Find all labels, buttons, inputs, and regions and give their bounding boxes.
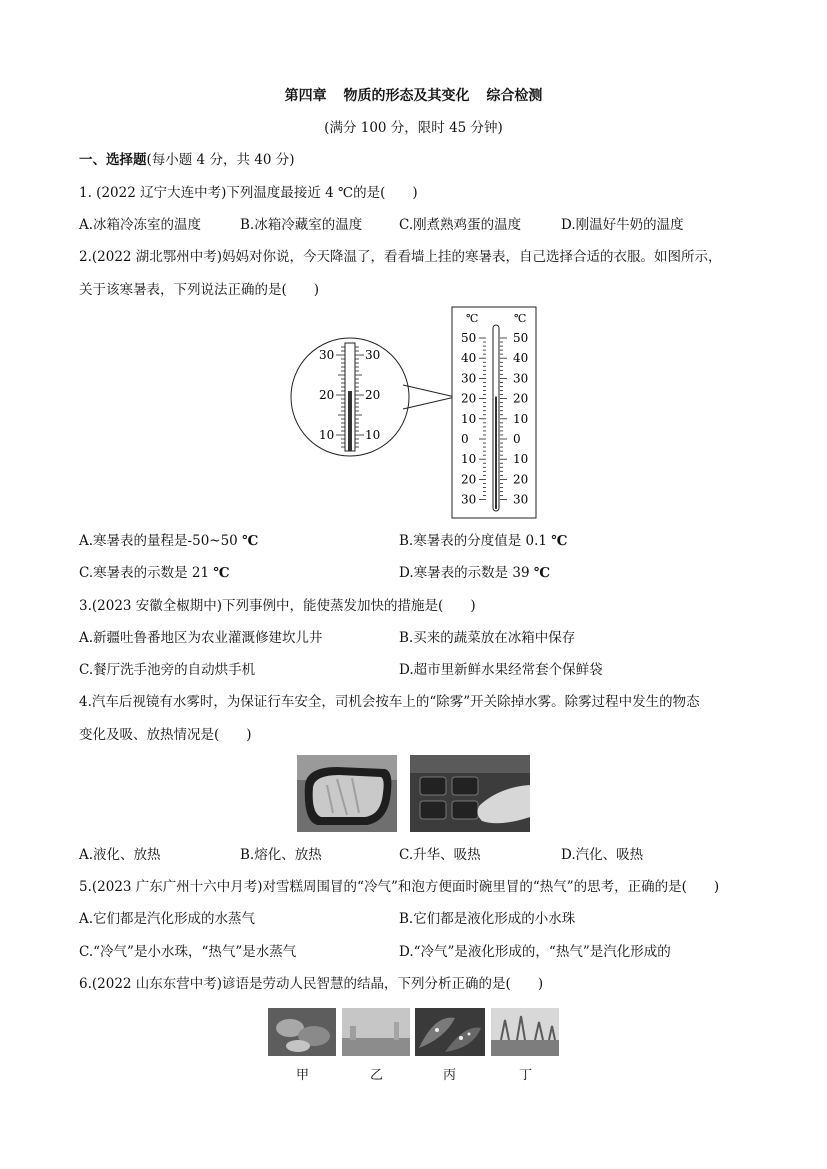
q4-option-c: C.升华、吸热 xyxy=(399,847,481,863)
q5-option-c: C.“冷气”是小水珠，“热气”是水蒸气 xyxy=(79,944,297,960)
q4-option-d: D.汽化、吸热 xyxy=(561,847,644,863)
board-scale-label: 0 xyxy=(513,432,521,446)
question-2-stem-line2: 关于该寒暑表，下列说法正确的是( ) xyxy=(79,282,320,298)
q5-option-a: A.它们都是汽化形成的水蒸气 xyxy=(79,911,256,927)
unit-right: ℃ xyxy=(514,312,527,325)
question-6-stem: 6.(2022 山东东营中考)谚语是劳动人民智慧的结晶，下列分析正确的是( ) xyxy=(79,976,544,992)
q3-option-c: C.餐厅洗手池旁的自动烘手机 xyxy=(79,662,256,678)
photo-defog-button xyxy=(410,755,530,832)
question-4-stem-line2: 变化及吸、放热情况是( ) xyxy=(79,727,252,743)
board-scale-label: 30 xyxy=(461,371,477,386)
liquid-column xyxy=(495,397,497,509)
board-scale-label: 20 xyxy=(461,391,477,406)
q3-option-d: D.超市里新鲜水果经常套个保鲜袋 xyxy=(399,662,603,678)
thermometer-figure xyxy=(289,305,549,520)
caption-yi: 乙 xyxy=(370,1068,384,1083)
zoom-liquid-column xyxy=(348,391,352,451)
callout-line-bottom xyxy=(403,397,455,409)
photo-side-mirror xyxy=(297,755,397,832)
caption-bing: 丙 xyxy=(443,1068,457,1083)
q2-option-b: B.寒暑表的分度值是 0.1 ℃ xyxy=(399,533,568,549)
q1-option-d: D.刚温好牛奶的温度 xyxy=(561,217,684,233)
q1-option-b: B.冰箱冷藏室的温度 xyxy=(240,217,363,233)
callout-line-top xyxy=(403,385,455,397)
question-1-stem: 1. (2022 辽宁大连中考)下列温度最接近 4 ℃的是( ) xyxy=(79,185,418,201)
photo-yi xyxy=(342,1008,410,1056)
unit-left: ℃ xyxy=(466,312,479,325)
zoom-label-20-left: 20 xyxy=(319,388,335,402)
board-scale-label: 20 xyxy=(461,472,477,487)
section-label: 一、选择题 xyxy=(79,152,147,168)
q1-option-c: C.刚煮熟鸡蛋的温度 xyxy=(399,217,522,233)
section-heading xyxy=(79,151,294,169)
board-scale-label: 50 xyxy=(513,331,529,345)
q5-option-d: D.“冷气”是液化形成的，“热气”是汽化形成的 xyxy=(399,944,671,960)
board-scale-label: 10 xyxy=(461,411,477,426)
q3-option-b: B.买来的蔬菜放在冰箱中保存 xyxy=(399,630,576,646)
zoom-label-30-right: 30 xyxy=(365,348,381,362)
q2-option-d: D.寒暑表的示数是 39 ℃ xyxy=(399,565,551,581)
photo-ding xyxy=(491,1008,559,1056)
question-4-stem-line1: 4.汽车后视镜有水雾时，为保证行车安全，司机会按车上的“除雾”开关除掉水雾。除雾过程中发生的物态 xyxy=(79,694,700,710)
caption-jia: 甲 xyxy=(296,1068,310,1083)
q4-option-b: B.熔化、放热 xyxy=(240,847,322,863)
section-note: (每小题 4 分，共 40 分) xyxy=(146,152,295,168)
zoom-label-20-right: 20 xyxy=(365,388,381,402)
q4-option-a: A.液化、放热 xyxy=(79,847,161,863)
board-scale-label: 30 xyxy=(513,371,529,386)
board-scale-label: 30 xyxy=(513,492,529,507)
board-scale-label: 10 xyxy=(513,411,529,426)
caption-ding: 丁 xyxy=(519,1068,533,1083)
zoom-label-10-right: 10 xyxy=(365,428,381,442)
q1-option-a: A.冰箱冷冻室的温度 xyxy=(79,217,202,233)
q3-option-a: A.新疆吐鲁番地区为农业灌溉修建坎儿井 xyxy=(79,630,323,646)
page-subtitle: (满分 100 分，限时 45 分钟) xyxy=(324,120,503,136)
board-scale-label: 0 xyxy=(461,432,469,446)
zoom-label-10-left: 10 xyxy=(319,428,335,442)
title-main: 物质的形态及其变化 xyxy=(343,88,470,104)
board-scale-label: 10 xyxy=(461,452,477,467)
board-scale-label: 50 xyxy=(461,331,477,345)
question-3-stem: 3.(2023 安徽全椒期中)下列事例中，能使蒸发加快的措施是( ) xyxy=(79,598,476,614)
board-scale-label: 20 xyxy=(513,391,529,406)
photo-jia xyxy=(268,1008,336,1056)
q2-option-a: A.寒暑表的量程是-50~50 ℃ xyxy=(79,533,259,549)
zoom-label-30-left: 30 xyxy=(319,348,335,362)
q5-option-b: B.它们都是液化形成的小水珠 xyxy=(399,911,576,927)
question-2-stem-line1: 2.(2022 湖北鄂州中考)妈妈对你说，今天降温了，看看墙上挂的寒暑表，自己选择合适的衣服。如图所示， xyxy=(79,249,722,265)
board-scale-label: 40 xyxy=(513,351,529,366)
photo-bing xyxy=(415,1008,485,1056)
board-scale-label: 40 xyxy=(461,351,477,366)
title-tail: 综合检测 xyxy=(486,88,543,104)
board-scale-label: 20 xyxy=(513,472,529,487)
board-scale-label: 30 xyxy=(461,492,477,507)
title-chapter: 第四章 xyxy=(284,88,327,104)
question-5-stem: 5.(2023 广东广州十六中月考)对雪糕周围冒的“冷气”和泡方便面时碗里冒的“热气”的思考，正确的是( ) xyxy=(79,879,720,895)
board-scale-label: 10 xyxy=(513,452,529,467)
page-title xyxy=(0,87,827,105)
q2-option-c: C.寒暑表的示数是 21 ℃ xyxy=(79,565,230,581)
